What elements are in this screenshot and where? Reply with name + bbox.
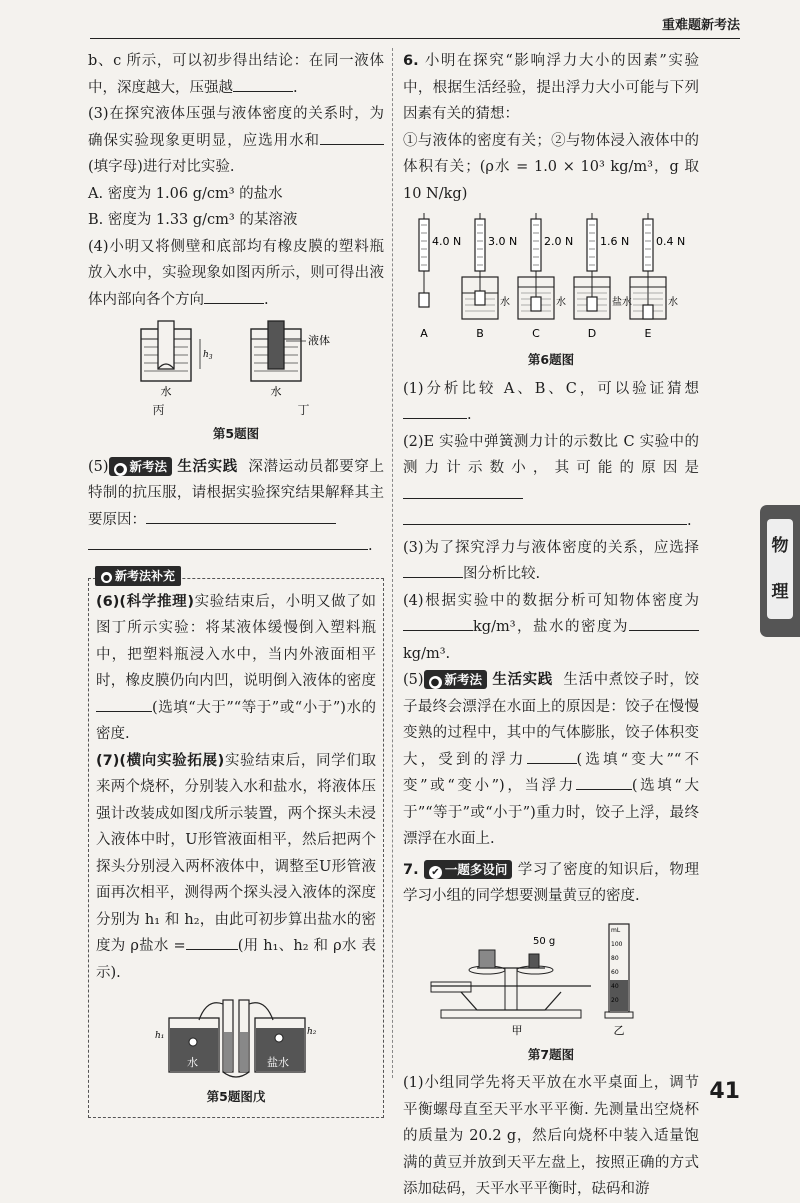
fig5b-water-label: 水	[187, 1056, 198, 1069]
q6-part3: (3)为了探究浮力与液体密度的关系，应选择图分析比较.	[403, 539, 699, 582]
blank[interactable]	[88, 533, 368, 550]
svg-text:h3: $h_3$	[203, 350, 213, 361]
fig5-diagram	[126, 319, 346, 401]
fig6-diagram	[406, 213, 696, 345]
cylinder-scale-label: 100	[611, 940, 623, 948]
blank[interactable]	[403, 561, 463, 578]
subject-tab[interactable]	[760, 505, 800, 637]
cylinder-scale-label: mL	[611, 926, 621, 934]
q6-part5: (5) ● 新考法 生活实践 生活中煮饺子时，饺子最终会漂浮在水面上的原因是：饺子在慢慢变熟的过程中，其中的气体膨胀，饺子体积变大，受到的浮力 (选填“变大”“不变”或“变小”)，当浮力 (选填“大于”“等于”或“小于”)重力时，饺子上浮，最终漂浮在水面上.	[403, 672, 699, 847]
blank[interactable]	[403, 614, 473, 631]
fig6-caption: 第6题图	[527, 352, 575, 367]
new-method-tag: ● 新考法	[424, 670, 488, 689]
cylinder-scale-label: 60	[611, 968, 619, 976]
column-divider	[392, 48, 393, 1078]
fig5-water-label: 水	[160, 385, 172, 398]
scale-reading: 4.0 N	[432, 235, 462, 248]
liquid-label: 盐水	[612, 297, 632, 308]
subject-tab-label: 物理	[767, 519, 793, 619]
fig7-caption: 第7题图	[527, 1046, 575, 1062]
liquid-label: 水	[556, 297, 566, 308]
page-header: 重难题新考法	[661, 18, 740, 33]
supplement-box-title: ● 新考法补充	[95, 566, 181, 586]
blank[interactable]	[146, 507, 336, 524]
q6-intro: 6. 小明在探究“影响浮力大小的因素”实验中，根据生活经验，提出浮力大小可能与下列因素有关的猜想：	[403, 53, 699, 122]
q5-part3: (3)在探究液体压强与液体密度的关系时，为确保实验现象更明显，应选用水和(填字母)进行对比实验.	[88, 106, 384, 175]
cylinder-scale-label: 20	[611, 996, 619, 1004]
fig7-label-a: 甲	[511, 1023, 523, 1037]
blank[interactable]	[186, 933, 238, 950]
blank[interactable]	[320, 128, 384, 145]
blank[interactable]	[403, 508, 687, 525]
q7-intro: 7. ✔ 一题多设问 学习了密度的知识后，物理学习小组的同学想要测量黄豆的密度.	[403, 861, 700, 904]
option-a: A. 密度为 1.06 g/cm³ 的盐水	[88, 185, 283, 202]
scale-reading: 3.0 N	[488, 235, 518, 248]
blank[interactable]	[403, 402, 467, 419]
header-rule	[90, 38, 740, 39]
liquid-label: 水	[500, 297, 510, 308]
q7-part1: (1)小组同学先将天平放在水平桌面上，调节平衡螺母直至天平水平平衡. 先测量出空烧杯的质量为 20.2 g，然后向烧杯中装入适量饱满的黄豆并放到天平左盘上，按照正确的方式添加砝码，天平水平平衡时，砝码和游	[403, 1075, 699, 1197]
scale-reading: 1.6 N	[600, 235, 630, 248]
supplement-box	[88, 568, 384, 1118]
scale-letter: B	[476, 327, 484, 340]
h1-label: h₁	[155, 1031, 165, 1041]
fig7-diagram	[421, 914, 681, 1040]
q6-guesses: ①与液体的密度有关；②与物体浸入液体中的体积有关；(ρ水 = 1.0 × 10³ kg/m³，g 取 10 N/kg)	[403, 132, 699, 202]
blank[interactable]	[204, 287, 264, 304]
blank[interactable]	[629, 614, 699, 631]
multi-question-tag: ✔ 一题多设问	[424, 860, 513, 879]
scale-reading: 0.4 N	[656, 235, 686, 248]
weight-label: 50 g	[533, 935, 556, 947]
left-column: b、c 所示，可以初步得出结论：在同一液体中，深度越大，压强越 . (3)在探究液体压强与液体密度的关系时，为确保实验现象更明显，应选用水和(填字母)进行对比实验. A. 密度为 1.06 g/cm³ 的盐水 B. 密度为 1.33 g/cm³ 的某溶液 (4)小明又将侧壁和底部均有橡皮膜的塑料瓶放入水中，实验现象如图丙所示，则可得出液体内部向各个方向 . $h_3$ 液体 水 水 丙 丁 第5题图 (5) ● 新考法 生活实践 深潜运动员都要穿上特制的抗压服，请根据实验探究结果解释其主要原因： . ● 新考法补充 (6)(科学推理)实验结束后，小明又做了如图丁所示实验：将某液体缓慢倒入塑料瓶中，把塑料瓶浸入水中，当内外液面相平时，橡皮膜仍向内凹，说明倒入液体的密度(选填“大于”“等于”或“小于”)水的密度. (7)(横向实验拓展)实验结束后，同学们取来两个烧杯，分别装入水和盐水，将液体压强计改装成如图戊所示装置，两个探头未浸入液体中时，U形管液面相平，然后把两个探头分别浸入两杯液体中，调整至U形管液面再次相平，测得两个探头浸入液体的深度分别为 h₁ 和 h₂，由此可初步算出盐水的密度为 ρ盐水 = (用 h₁、h₂ 和 ρ水 表示). h₁ h₂ 水 盐水 第5题图戊	[88, 48, 384, 1118]
blank[interactable]	[527, 747, 577, 764]
scale-reading: 2.0 N	[544, 235, 574, 248]
q5-part7: (7)(横向实验拓展)实验结束后，同学们取来两个烧杯，分别装入水和盐水，将液体压强计改装成如图戊所示装置，两个探头未浸入液体中时，U形管液面相平，然后把两个探头分别浸入两杯液体中，调整至U形管液面再次相平，测得两个探头浸入液体的深度分别为 h₁ 和 h₂，由此可初步算出盐水的密度为 ρ盐水 = (用 h₁、h₂ 和 ρ水 表示).	[96, 752, 376, 981]
fig5-caption: 第5题图	[212, 426, 260, 441]
fig5b-caption: 第5题图戊	[206, 1089, 266, 1104]
scale-letter: C	[532, 327, 540, 340]
q5-part5: (5) ● 新考法 生活实践 深潜运动员都要穿上特制的抗压服，请根据实验探究结果解释其主要原因：	[88, 458, 384, 528]
scale-letter: E	[644, 327, 652, 340]
q5-line1: b、c 所示，可以初步得出结论：在同一液体中，深度越大，压强越 .	[88, 53, 384, 96]
cylinder-scale-label: 80	[611, 954, 619, 962]
q6-part4: (4)根据实验中的数据分析可知物体密度为kg/m³，盐水的密度为kg/m³.	[403, 592, 699, 662]
h2-label: h₂	[307, 1027, 317, 1037]
option-b: B. 密度为 1.33 g/cm³ 的某溶液	[88, 212, 298, 228]
q5-part4: (4)小明又将侧壁和底部均有橡皮膜的塑料瓶放入水中，实验现象如图丙所示，则可得出液体内部向各个方向 .	[88, 238, 384, 308]
bulb-icon: ●	[114, 463, 127, 476]
liquid-label: 水	[668, 297, 678, 308]
blank[interactable]	[576, 773, 632, 790]
bulb-icon: ●	[429, 676, 442, 689]
fig5-liquid-label: 液体	[308, 334, 330, 347]
fig7-label-b: 乙	[613, 1023, 625, 1037]
cylinder-scale-label: 40	[611, 982, 619, 990]
page-number: 41	[709, 1079, 740, 1104]
fig5b-salt-label: 盐水	[267, 1056, 289, 1069]
blank[interactable]	[96, 695, 152, 712]
q5-part6: (6)(科学推理)实验结束后，小明又做了如图丁所示实验：将某液体缓慢倒入塑料瓶中，把塑料瓶浸入水中，当内外液面相平时，橡皮膜仍向内凹，说明倒入液体的密度(选填“大于”“等于”或“小于”)水的密度.	[96, 593, 376, 742]
fig5-label-c: 丙	[152, 403, 165, 417]
right-column: 6. 小明在探究“影响浮力大小的因素”实验中，根据生活经验，提出浮力大小可能与下列因素有关的猜想： ①与液体的密度有关；②与物体浸入液体中的体积有关；(ρ水 = 1.0 × 10³ kg/m³，g 取 10 N/kg) 4.0 N A 3.0 N 水 B 2.0 N 水 C 1.6 N 盐水 D 0.4 N 水 E 第6题图 (1)分析比较 A、B、C，可以验证猜想. (2)E 实验中弹簧测力计的示数比 C 实验中的测力计示数小，其可能的原因是 . (3)为了探究浮力与液体密度的关系，应选择图分析比较. (4)根据实验中的数据分析可知物体密度为kg/m³，盐水的密度为kg/m³. (5) ● 新考法 生活实践 生活中煮饺子时，饺子最终会漂浮在水面上的原因是：饺子在慢慢变熟的过程中，其中的气体膨胀，饺子体积变大，受到的浮力 (选填“变大”“不变”或“变小”)，当浮力 (选填“大于”“等于”或“小于”)重力时，饺子上浮，最终漂浮在水面上. 7. ✔ 一题多设问 学习了密度的知识后，物理学习小组的同学想要测量黄豆的密度. 50 g mL 100 80 60 40 20 甲 乙 第7题图 (1)小组同学先将天平放在水平桌面上，调节平衡螺母直至天平水平平衡. 先测量出空烧杯的质量为 20.2 g，然后向烧杯中装入适量饱满的黄豆并放到天平左盘上，按照正确的方式添加砝码，天平水平平衡时，砝码和游	[403, 48, 699, 1203]
fig5b-diagram	[151, 990, 321, 1082]
bulb-icon: ●	[101, 572, 112, 583]
q6-part1: (1)分析比较 A、B、C，可以验证猜想.	[403, 380, 699, 423]
blank[interactable]	[403, 482, 523, 499]
check-icon: ✔	[429, 866, 442, 879]
new-method-tag: ● 新考法	[109, 457, 173, 476]
q6-part2: (2)E 实验中弹簧测力计的示数比 C 实验中的测力计示数小，其可能的原因是	[403, 429, 699, 509]
scale-letter: A	[420, 327, 428, 340]
scale-letter: D	[587, 327, 597, 340]
fig5-water-label: 水	[270, 385, 282, 398]
blank[interactable]	[233, 75, 293, 92]
fig5-label-d: 丁	[297, 403, 310, 417]
